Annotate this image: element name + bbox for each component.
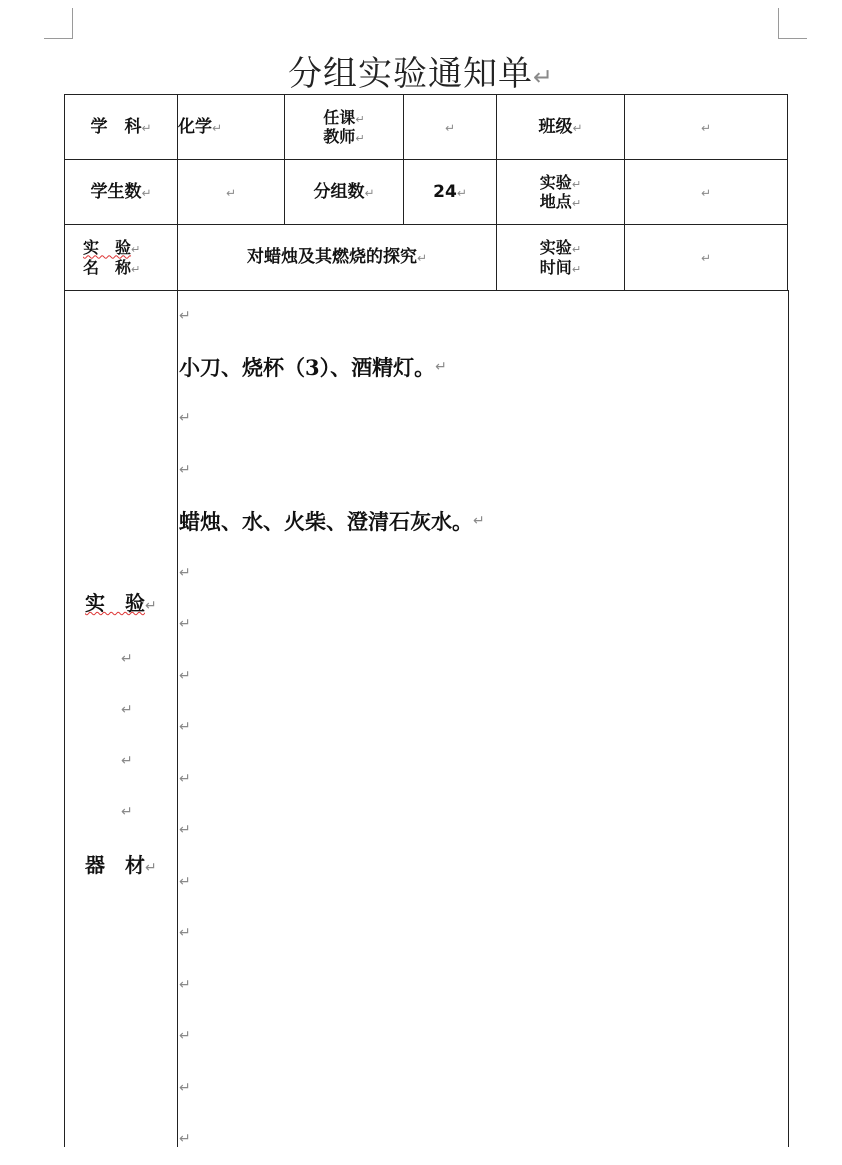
return-arrow-icon: ↵ [179, 410, 191, 426]
location-label-cell: 实验↵ 地点↵ [497, 160, 625, 225]
time-label-cell: 实验↵ 时间↵ [497, 225, 625, 291]
paragraph-mark-icon: ↵ [355, 132, 364, 145]
paragraph-mark-icon: ↵ [145, 598, 157, 614]
return-arrow-icon: ↵ [179, 822, 191, 838]
location-value-cell[interactable] [625, 160, 788, 225]
paragraph-mark-icon: ↵ [365, 186, 375, 200]
empty-paragraph [179, 702, 788, 754]
paragraph-mark-icon: ↵ [355, 113, 364, 126]
return-arrow-icon: ↵ [121, 651, 133, 667]
return-arrow-icon: ↵ [179, 308, 191, 324]
empty-paragraph [179, 291, 788, 341]
return-arrow-icon: ↵ [473, 513, 485, 529]
empty-paragraph [121, 695, 133, 719]
return-arrow-icon: ↵ [179, 462, 191, 478]
experiment-name-value-cell[interactable]: 对蜡烛及其燃烧的探究↵ [178, 225, 497, 291]
paragraph-mark-icon: ↵ [145, 860, 157, 876]
subject-value-cell[interactable]: 化学↵ [178, 95, 285, 160]
title-text: 分组实验通知单 [288, 54, 533, 94]
empty-paragraph [179, 650, 788, 702]
empty-paragraph [179, 1062, 788, 1114]
return-arrow-icon: ↵ [121, 702, 133, 718]
empty-paragraph [179, 1114, 788, 1165]
experiment-name-label-cell: 实 验↵ 名 称↵ [65, 225, 178, 291]
teacher-value-cell[interactable] [404, 95, 497, 160]
paragraph-mark-icon: ↵ [131, 243, 140, 256]
paragraph-mark-icon: ↵ [701, 186, 711, 200]
return-arrow-icon: ↵ [179, 1131, 191, 1147]
return-arrow-icon: ↵ [435, 359, 447, 375]
table-row [65, 225, 788, 291]
table-row [65, 160, 788, 225]
paragraph-mark-icon: ↵ [142, 121, 152, 135]
return-arrow-icon: ↵ [179, 616, 191, 632]
paragraph-mark-icon: ↵ [445, 121, 455, 135]
document-title [0, 46, 842, 95]
return-arrow-icon: ↵ [179, 719, 191, 735]
empty-paragraph [179, 856, 788, 908]
paragraph-mark-icon: ↵ [417, 251, 427, 265]
students-label-cell: 学生数↵ [65, 160, 178, 225]
equipment-content[interactable] [178, 291, 788, 1147]
empty-paragraph [179, 599, 788, 651]
equipment-label-column [65, 291, 177, 1147]
empty-paragraph [179, 805, 788, 857]
paragraph-mark-icon: ↵ [533, 63, 554, 91]
class-value-cell[interactable] [625, 95, 788, 160]
empty-paragraph [121, 797, 133, 821]
students-value-cell[interactable] [178, 160, 285, 225]
materials-line: 蜡烛、水、火柴、澄清石灰水。 ↵ [179, 496, 788, 548]
subject-label-cell: 学 科↵ [65, 95, 178, 160]
return-arrow-icon: ↵ [179, 1080, 191, 1096]
paragraph-mark-icon: ↵ [212, 121, 222, 135]
equipment-section [64, 290, 789, 1147]
empty-paragraph [179, 1011, 788, 1063]
paragraph-mark-icon: ↵ [701, 121, 711, 135]
time-value-cell[interactable] [625, 225, 788, 291]
paragraph-mark-icon: ↵ [572, 197, 581, 210]
empty-paragraph [179, 393, 788, 445]
instruments-line: 小刀、烧杯（3）、酒精灯。 ↵ [179, 341, 788, 393]
paragraph-mark-icon: ↵ [572, 243, 581, 256]
return-arrow-icon: ↵ [179, 925, 191, 941]
equipment-label-bottom: 器 材↵ [85, 849, 157, 878]
empty-paragraph [179, 908, 788, 960]
info-table [64, 94, 788, 291]
groups-value-cell[interactable]: 24↵ [404, 160, 497, 225]
empty-paragraph [179, 444, 788, 496]
paragraph-mark-icon: ↵ [131, 263, 140, 276]
teacher-label-cell: 任课↵ 教师↵ [285, 95, 404, 160]
paragraph-mark-icon: ↵ [572, 178, 581, 191]
return-arrow-icon: ↵ [179, 668, 191, 684]
paragraph-mark-icon: ↵ [573, 121, 583, 135]
equipment-label-top: 实 验↵ [85, 587, 157, 616]
paragraph-mark-icon: ↵ [457, 186, 467, 200]
return-arrow-icon: ↵ [179, 977, 191, 993]
paragraph-mark-icon: ↵ [572, 263, 581, 276]
paragraph-mark-icon: ↵ [142, 186, 152, 200]
class-label-cell: 班级↵ [497, 95, 625, 160]
return-arrow-icon: ↵ [121, 804, 133, 820]
return-arrow-icon: ↵ [179, 565, 191, 581]
empty-paragraph [179, 753, 788, 805]
return-arrow-icon: ↵ [179, 771, 191, 787]
return-arrow-icon: ↵ [179, 1028, 191, 1044]
page-corner-mark-top-right [778, 8, 807, 39]
page-corner-mark-top-left [44, 8, 73, 39]
empty-paragraph [179, 547, 788, 599]
empty-paragraph [121, 746, 133, 770]
return-arrow-icon: ↵ [121, 753, 133, 769]
return-arrow-icon: ↵ [179, 874, 191, 890]
empty-paragraph [121, 644, 133, 668]
paragraph-mark-icon: ↵ [226, 186, 236, 200]
groups-label-cell: 分组数↵ [285, 160, 404, 225]
paragraph-mark-icon: ↵ [701, 251, 711, 265]
table-row [65, 95, 788, 160]
empty-paragraph [179, 959, 788, 1011]
